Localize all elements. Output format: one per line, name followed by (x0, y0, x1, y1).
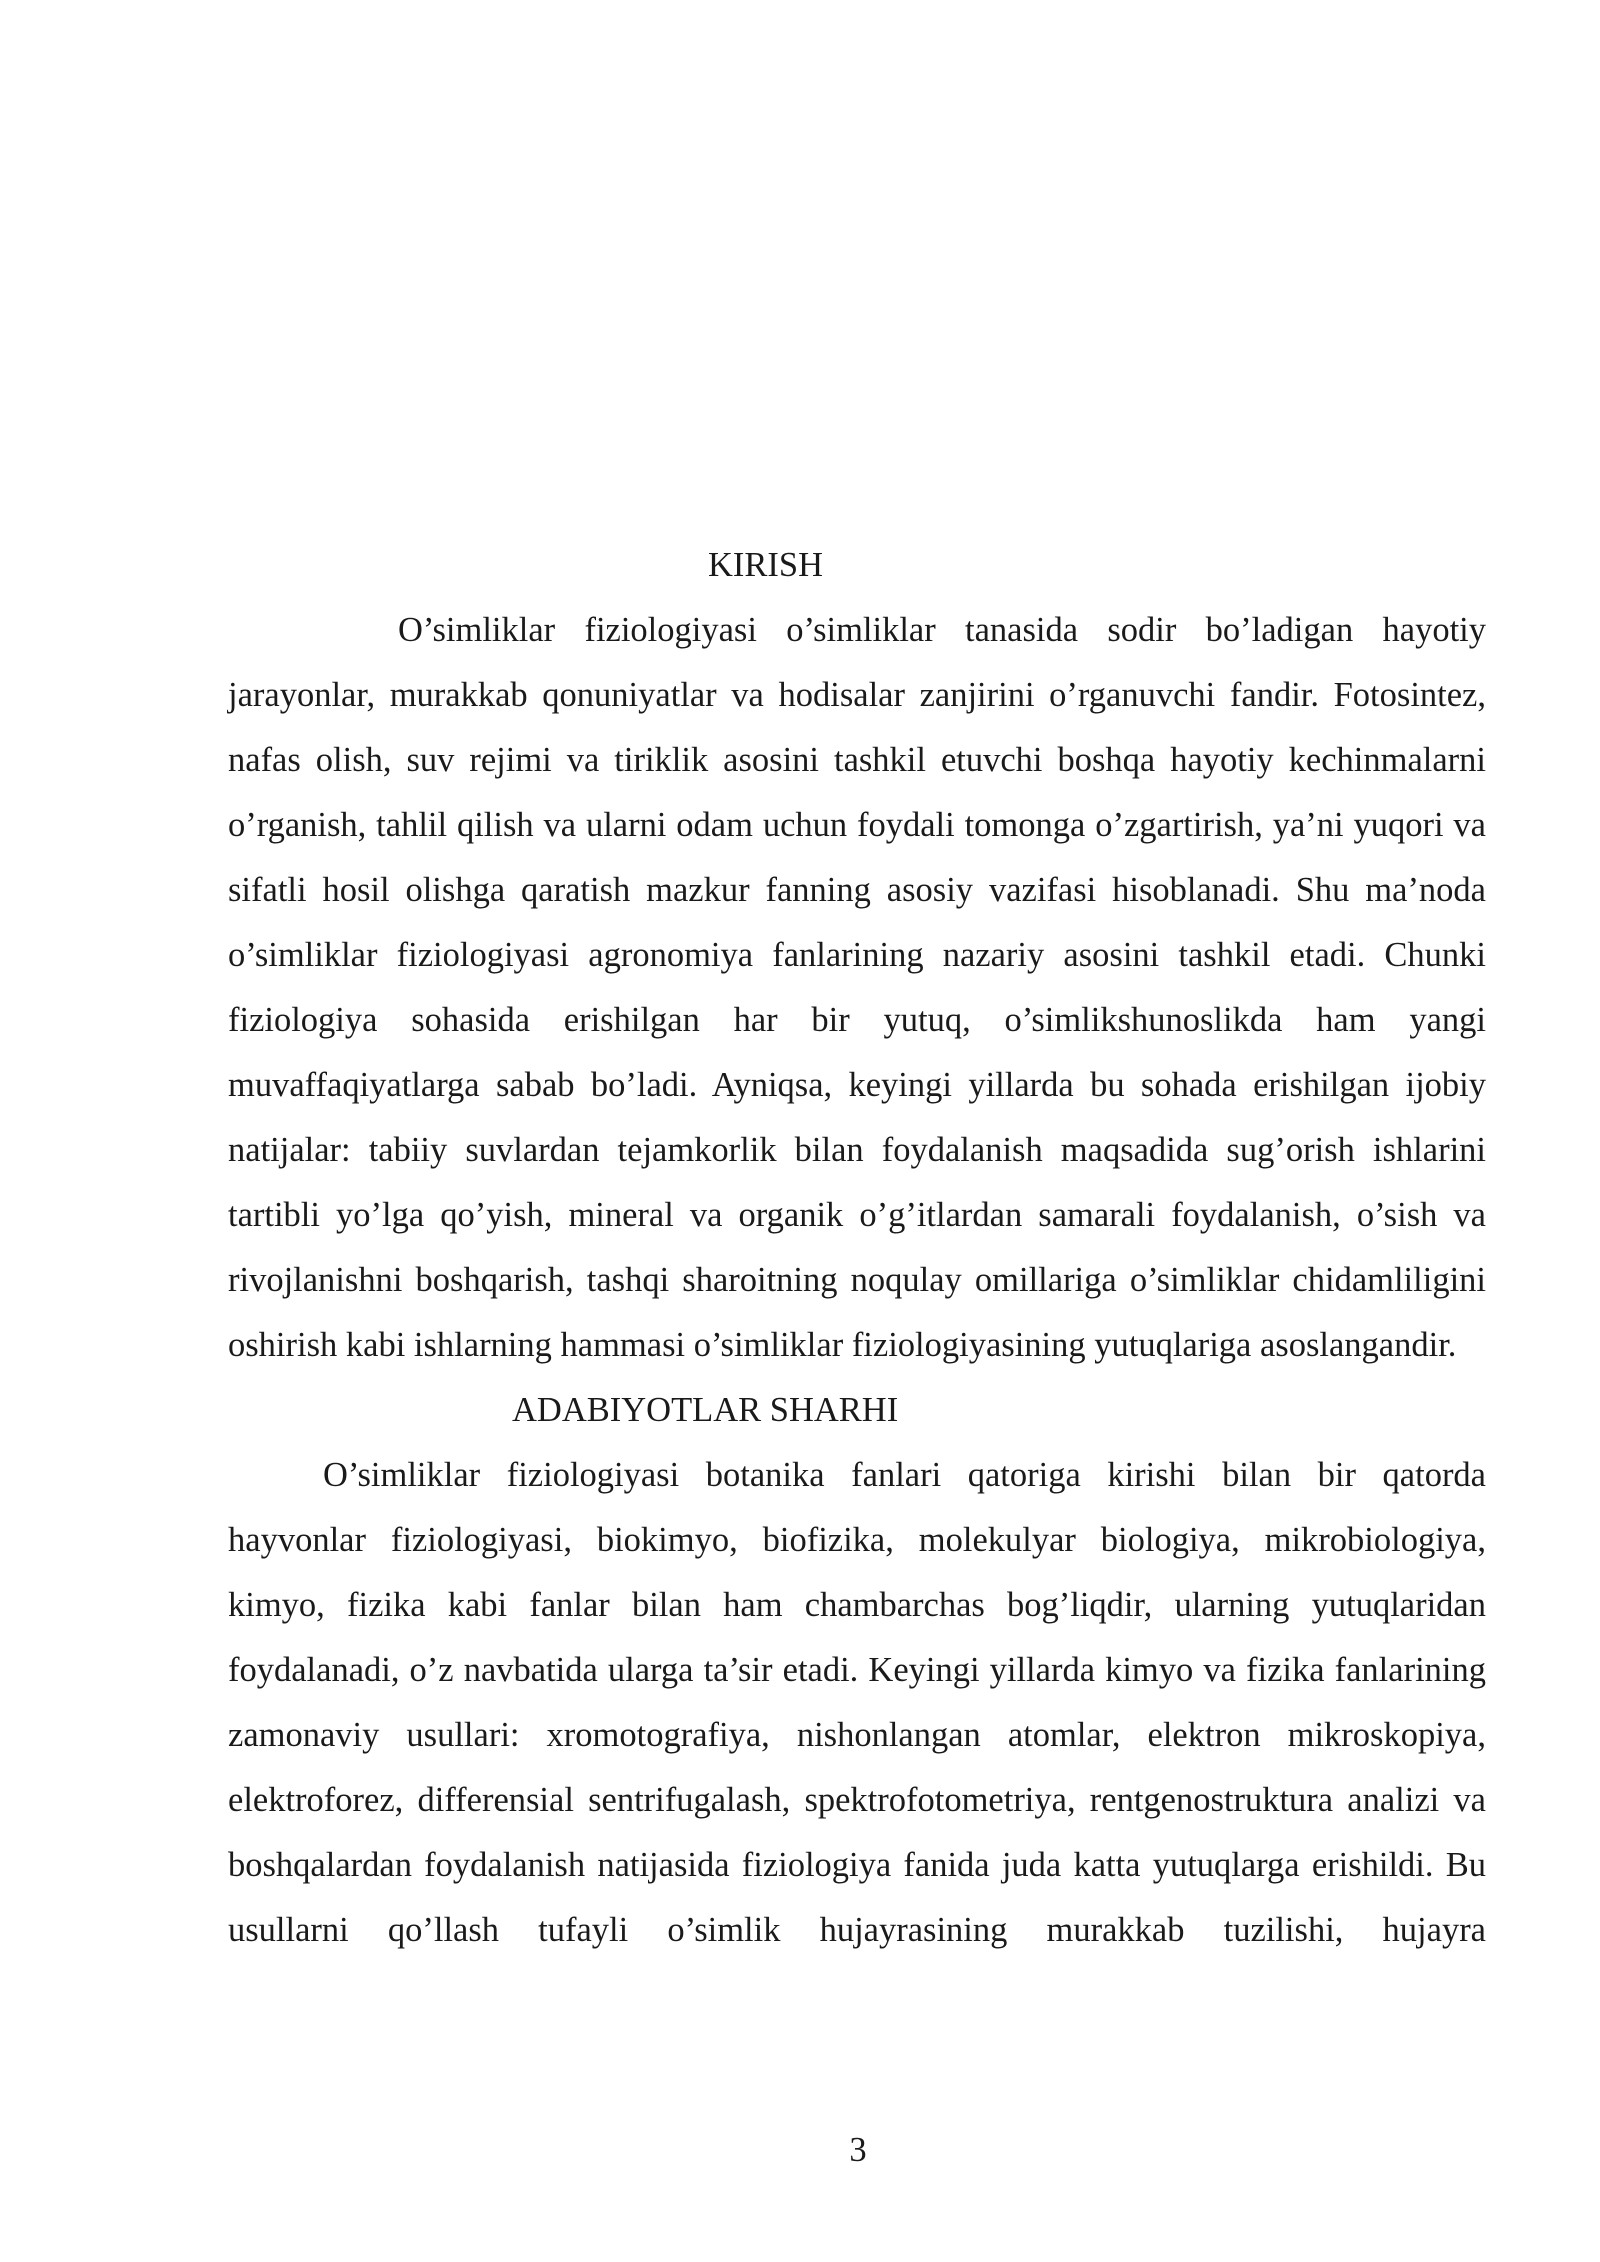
intro-heading: KIRISH (708, 546, 824, 584)
page-content (228, 533, 1486, 1963)
page-number: 3 (849, 2131, 867, 2169)
intro-paragraph: O’simliklar fiziologiyasi o’simliklar tanasida sodir bo’ladigan hayotiy jarayonlar, murakkab qonuniyatlar va hodisalar zanjirini o’rganuvchi fandir. Fotosintez, nafas olish, suv rejimi va tiriklik asosini tashkil etuvchi boshqa hayotiy kechinmalarni o’rganish, tahlil qilish va ularni odam uchun foydali tomonga o’zgartirish, ya’ni yuqori va sifatli hosil olishga qaratish mazkur fanning asosiy vazifasi hisoblanadi. Shu ma’noda o’simliklar fiziologiyasi agronomiya fanlarining nazariy asosini tashkil etadi. Chunki fiziologiya sohasida erishilgan har bir yutuq, o’simlikshunoslikda ham yangi muvaffaqiyatlarga sabab bo’ladi. Ayniqsa, keyingi yillarda bu sohada erishilgan ijobiy natijalar: tabiiy suvlardan tejamkorlik bilan foydalanish maqsadida sug’orish ishlarini tartibli yo’lga qo’yish, mineral va organik o’g’itlardan samarali foydalanish, o’sish va rivojlanishni boshqarish, tashqi sharoitning noqulay omillariga o’simliklar chidamliligini oshirish kabi ishlarning hammasi o’simliklar fiziologiyasining yutuqlariga asoslangandir. (228, 611, 1486, 1364)
literature-review-heading: ADABIYOTLAR SHARHI (512, 1391, 899, 1429)
literature-review-paragraph: O’simliklar fiziologiyasi botanika fanlari qatoriga kirishi bilan bir qatorda hayvonlar fiziologiyasi, biokimyo, biofizika, molekulyar biologiya, mikrobiologiya, kimyo, fizika kabi fanlar bilan ham chambarchas bog’liqdir, ularning yutuqlaridan foydalanadi, o’z navbatida ularga ta’sir etadi. Keyingi yillarda kimyo va fizika fanlarining zamonaviy usullari: xromotografiya, nishonlangan atomlar, elektron mikroskopiya, elektroforez, differensial sentrifugalash, spektrofotometriya, rentgenostruktura analizi va boshqalardan foydalanish natijasida fiziologiya fanida juda katta yutuqlarga erishildi. Bu usullarni qo’llash tufayli o’simlik hujayrasining murakkab tuzilishi, hujayra (228, 1456, 1486, 1949)
